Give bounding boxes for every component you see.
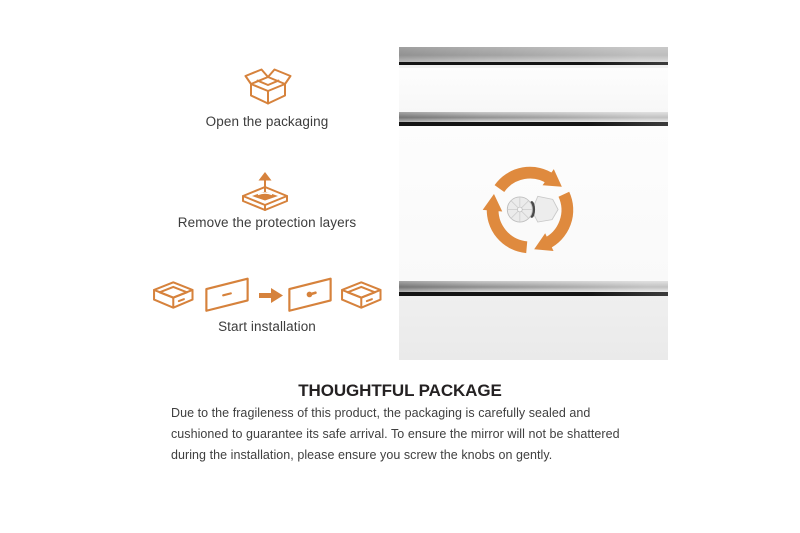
- step-label-start-installation: Start installation: [218, 319, 316, 334]
- product-photo: [399, 47, 668, 360]
- section-body: [171, 403, 651, 466]
- remove-layers-icon: [237, 170, 293, 216]
- step-label-open-packaging: Open the packaging: [205, 114, 329, 129]
- panel-with-knob-icon: [286, 276, 334, 314]
- body-line: Due to the fragileness of this product, the packaging is carefully sealed and: [171, 406, 591, 420]
- drawer-rail: [399, 112, 668, 122]
- section-title: THOUGHTFUL PACKAGE: [298, 381, 502, 400]
- drawer-face-middle: [399, 126, 668, 281]
- drawer-face-top: [399, 68, 668, 112]
- body-line: during the installation, please ensure you screw the knobs on gently.: [171, 448, 553, 462]
- crystal-knob: [497, 188, 563, 231]
- drawer-top-rail: [399, 47, 668, 62]
- assembled-drawer-icon: [338, 273, 386, 315]
- step-label-remove-protection: Remove the protection layers: [177, 215, 357, 230]
- drawer-rail: [399, 281, 668, 292]
- drawer-face-bottom: [399, 296, 668, 360]
- body-line: cushioned to guarantee its safe arrival. To ensure the mirror will not be shattered: [171, 427, 620, 441]
- drawer-front-panel-icon: [203, 276, 251, 314]
- open-box-icon: [244, 66, 292, 110]
- arrow-right-icon: [257, 286, 285, 305]
- drawer-box-icon: [150, 273, 198, 315]
